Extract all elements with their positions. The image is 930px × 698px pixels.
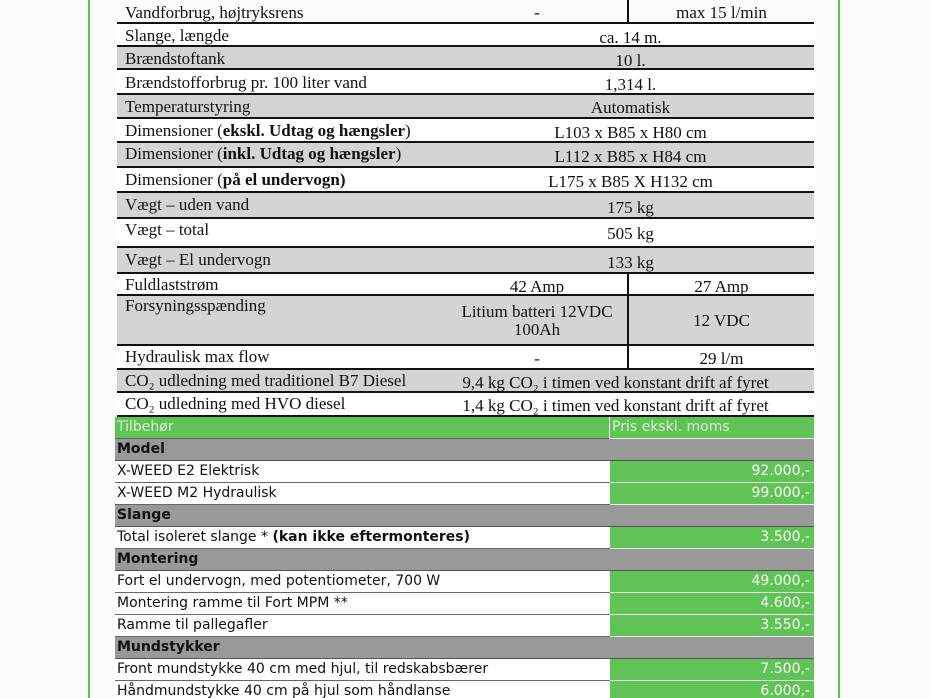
spec-row-co2-hvo xyxy=(117,393,814,417)
category-label: Slange xyxy=(115,505,814,527)
spec-label: Vandforbrug, højtryksrens xyxy=(125,3,304,22)
spec-value: ca. 14 m. xyxy=(599,28,662,47)
spec-label: Forsyningsspænding xyxy=(125,296,266,315)
spec-row-vaegt-total xyxy=(117,219,814,248)
spec-row-tank xyxy=(117,47,814,70)
spec-label: Dimensioner (ekskl. Udtag og hængsler) xyxy=(125,121,411,140)
accessory-name: Montering ramme til Fort MPM ** xyxy=(115,593,610,615)
accessory-row xyxy=(115,571,814,593)
spec-value: 9,4 kg CO₂ i timen ved konstant drift af fyret xyxy=(462,373,769,392)
spec-label: Vægt – El undervogn xyxy=(125,250,271,269)
accessory-row xyxy=(115,461,814,483)
accessory-row xyxy=(115,593,814,615)
spec-label: Fuldlaststrøm xyxy=(125,275,219,294)
spec-value: 1,4 kg CO₂ i timen ved konstant drift af fyret xyxy=(462,396,769,415)
category-model xyxy=(115,439,814,461)
accessory-row xyxy=(115,615,814,637)
accessory-price: 3.500,- xyxy=(610,527,814,549)
spec-value-1: Litium batteri 12VDC 100Ah xyxy=(461,302,613,339)
accessory-name: Håndmundstykke 40 cm på hjul som håndlanse xyxy=(115,681,610,698)
spec-row-fuldlast xyxy=(117,274,814,296)
left-green-border xyxy=(88,0,90,698)
accessory-name: Front mundstykke 40 cm med hjul, til redskabsbærer xyxy=(115,659,610,681)
accessory-price: 3.550,- xyxy=(610,615,814,637)
accessory-name: X-WEED M2 Hydraulisk xyxy=(115,483,610,505)
spec-row-dim-ekskl xyxy=(117,119,814,143)
category-slange xyxy=(115,505,814,527)
accessory-price: 49.000,- xyxy=(610,571,814,593)
accessory-name: Ramme til pallegafler xyxy=(115,615,610,637)
accessory-row xyxy=(115,527,814,549)
spec-value: 133 kg xyxy=(607,253,654,272)
accessory-row xyxy=(115,681,814,698)
accessory-name: X-WEED E2 Elektrisk xyxy=(115,461,610,483)
accessory-price: 4.600,- xyxy=(610,593,814,615)
spec-label: Brændstoftank xyxy=(125,49,226,68)
accessory-row xyxy=(115,483,814,505)
spec-row-forsyning xyxy=(117,296,814,346)
spec-value-2: max 15 l/min xyxy=(676,3,767,22)
accessory-price: 92.000,- xyxy=(610,461,814,483)
spec-label: Vægt – total xyxy=(125,220,210,239)
spec-row-temperatur xyxy=(117,95,814,119)
spec-label: Temperaturstyring xyxy=(125,97,251,116)
category-label: Model xyxy=(115,439,814,461)
spec-value: 505 kg xyxy=(607,224,654,243)
category-montering xyxy=(115,549,814,571)
spec-value: L175 x B85 X H132 cm xyxy=(548,172,713,191)
category-mundstykker xyxy=(115,637,814,659)
spec-row-slange xyxy=(117,24,814,47)
accessories-header-label: Tilbehør xyxy=(115,417,610,439)
spec-value: 10 l. xyxy=(615,51,646,70)
spec-label: Brændstofforbrug pr. 100 liter vand xyxy=(125,73,367,92)
accessories-header-price: Pris ekskl. moms xyxy=(610,417,814,439)
spec-value: Automatisk xyxy=(590,98,671,117)
spec-label: Hydraulisk max flow xyxy=(125,347,270,366)
spec-value-2: 29 l/m xyxy=(699,349,744,368)
spec-value: 175 kg xyxy=(607,198,654,217)
spec-value-2: 27 Amp xyxy=(694,277,749,296)
accessory-price: 99.000,- xyxy=(610,483,814,505)
spec-row-hydraulisk xyxy=(117,346,814,370)
spec-value: L112 x B85 x H84 cm xyxy=(554,147,707,166)
accessory-name: Total isoleret slange * (kan ikke eftermonteres) xyxy=(115,527,610,549)
spec-label: Dimensioner (inkl. Udtag og hængsler) xyxy=(125,144,402,163)
accessories-header xyxy=(115,417,814,439)
spec-label: Slange, længde xyxy=(125,26,229,45)
spec-label: Dimensioner (på el undervogn) xyxy=(125,170,346,189)
accessory-price: 7.500,- xyxy=(610,659,814,681)
spec-row-vaegt-el xyxy=(117,248,814,274)
spec-label: CO₂ udledning med traditionel B7 Diesel xyxy=(125,371,407,390)
right-green-border xyxy=(838,0,840,698)
spec-label: Vægt – uden vand xyxy=(125,195,250,214)
spec-row-co2-b7 xyxy=(117,370,814,393)
category-label: Mundstykker xyxy=(115,637,814,659)
spec-value-1: 42 Amp xyxy=(509,277,565,296)
accessory-name: Fort el undervogn, med potentiometer, 700 W xyxy=(115,571,610,593)
spec-row-dim-el xyxy=(117,168,814,193)
spec-row-forbrug xyxy=(117,70,814,95)
category-label: Montering xyxy=(115,549,814,571)
spec-row-vandforbrug xyxy=(117,0,814,24)
spec-value-1: - xyxy=(534,3,540,22)
accessory-row xyxy=(115,659,814,681)
accessory-price: 6.000,- xyxy=(610,681,814,698)
spec-row-vaegt-uden xyxy=(117,193,814,219)
spec-value-1: - xyxy=(534,349,540,368)
spec-row-dim-inkl xyxy=(117,143,814,168)
spec-value: 1,314 l. xyxy=(604,75,657,94)
spec-value: L103 x B85 x H80 cm xyxy=(554,123,707,142)
spec-value-2: 12 VDC xyxy=(693,311,750,330)
spec-label: CO₂ udledning med HVO diesel xyxy=(125,394,346,413)
